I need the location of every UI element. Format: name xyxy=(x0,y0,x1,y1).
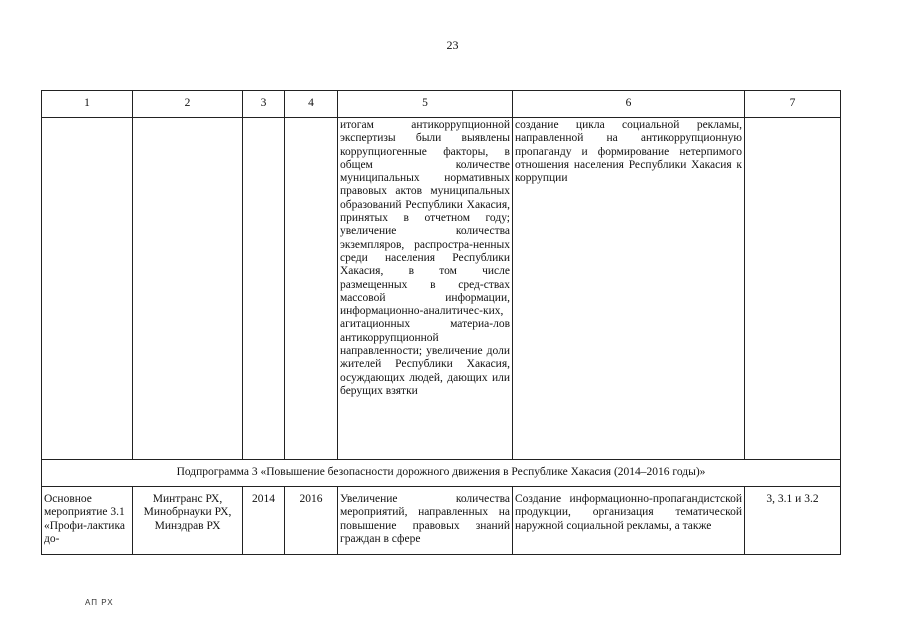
end-year-cell: 2016 xyxy=(285,487,338,555)
subprogram-row xyxy=(42,460,841,487)
content-cell: Создание информационно-пропагандистской продукции, организация тематической наружной социальной рекламы, а также xyxy=(513,487,745,555)
column-header-2: 2 xyxy=(133,91,243,118)
table-row xyxy=(42,118,841,460)
indicator-link-cell: 3, 3.1 и 3.2 xyxy=(745,487,841,555)
column-header-6: 6 xyxy=(513,91,745,118)
footer-mark: АП РХ xyxy=(85,598,114,607)
table-cell-col1 xyxy=(42,118,133,460)
start-year-cell: 2014 xyxy=(243,487,285,555)
table-cell-col4 xyxy=(285,118,338,460)
measures-table xyxy=(41,90,841,555)
indicators-cell: итогам антикоррупционной экспертизы были выявлены коррупциогенные факторы, в общем количестве муниципальных нормативных правовых актов муниципальных образований Республики Хакасия, принятых в отчетном году; увеличение количества экземпляров, распростра-ненных среди населения Республики Хакасия, в том числе размещенных в сред-ствах массовой информации, информационно-аналитичес-ких, агитационных материа-лов антикоррупционной направленности; увеличение доли жителей Республики Хакасия, осуждающих людей, дающих или берущих взятки xyxy=(338,118,513,460)
column-header-3: 3 xyxy=(243,91,285,118)
page-number: 23 xyxy=(446,38,459,52)
table-row xyxy=(42,487,841,555)
table-cell-col3 xyxy=(243,118,285,460)
table-cell-col7 xyxy=(745,118,841,460)
column-header-4: 4 xyxy=(285,91,338,118)
executors-cell: Минтранс РХ, Минобрнауки РХ, Минздрав РХ xyxy=(133,487,243,555)
column-header-1: 1 xyxy=(42,91,133,118)
column-header-5: 5 xyxy=(338,91,513,118)
column-header-7: 7 xyxy=(745,91,841,118)
table-cell-col2 xyxy=(133,118,243,460)
results-cell: Увеличение количества мероприятий, направленных на повышение правовых знаний граждан в сфере xyxy=(338,487,513,555)
measure-name-cell: Основное мероприятие 3.1 «Профи-лактика до- xyxy=(42,487,133,555)
subprogram-title: Подпрограмма 3 «Повышение безопасности дорожного движения в Республике Хакасия (2014–2016 годы)» xyxy=(42,460,841,487)
activities-cell: создание цикла социальной рекламы, направленной на антикоррупционную пропаганду и формирование нетерпимого отношения населения Республики Хакасия к коррупции xyxy=(513,118,745,460)
column-header-row xyxy=(42,91,841,118)
